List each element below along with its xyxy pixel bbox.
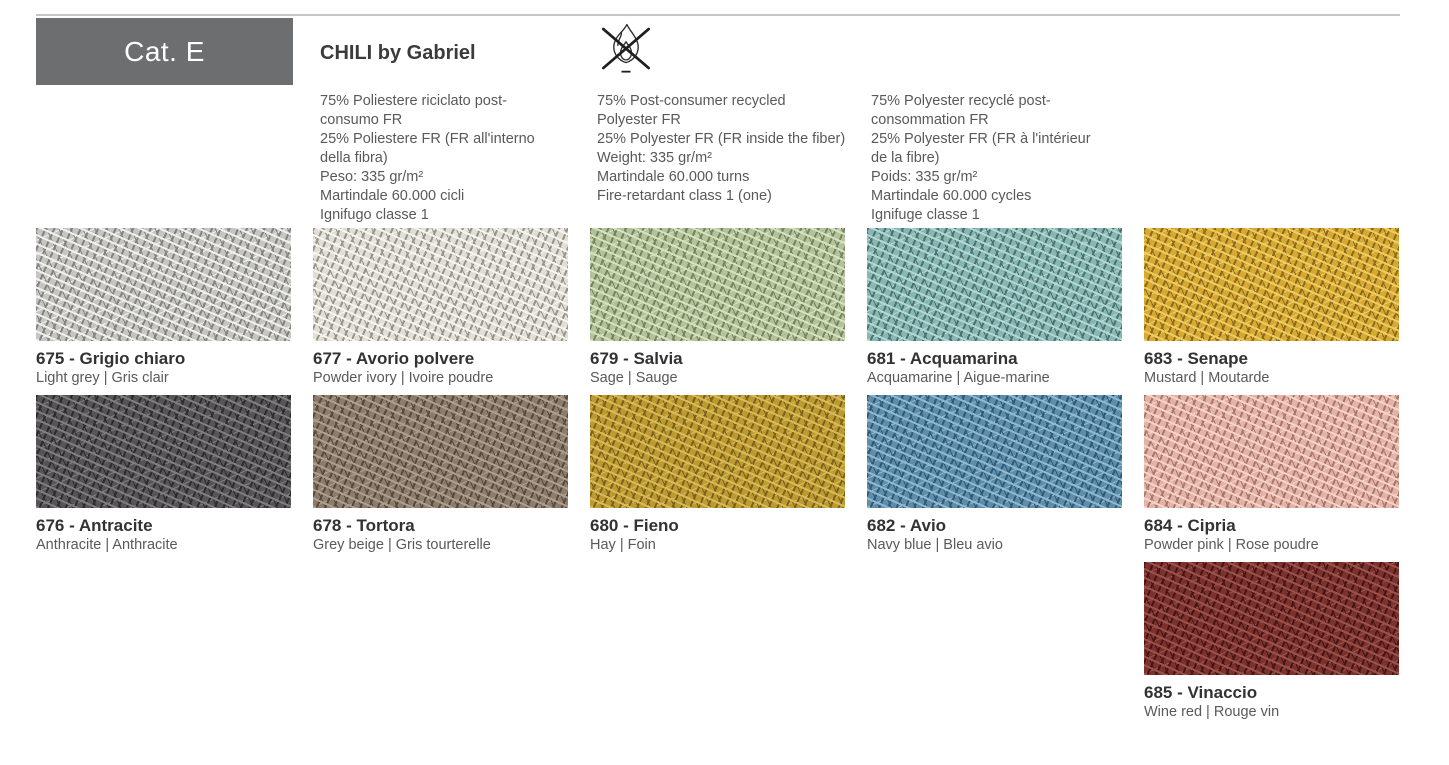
swatch-card-680	[590, 395, 845, 555]
swatch-card-685	[1144, 562, 1399, 722]
swatch-card-678	[313, 395, 568, 555]
swatch-subtitle: Sage | Sauge	[590, 370, 678, 386]
fabric-swatch-682	[867, 395, 1122, 508]
fabric-swatch-683	[1144, 228, 1399, 341]
swatch-subtitle: Powder ivory | Ivoire poudre	[313, 370, 494, 386]
category-box	[36, 18, 293, 85]
fabric-swatch-680	[590, 395, 845, 508]
swatch-subtitle: Navy blue | Bleu avio	[867, 537, 1003, 553]
swatch-label: 683 - Senape	[1144, 349, 1248, 368]
fabric-swatch-678	[313, 395, 568, 508]
fabric-swatch-679	[590, 228, 845, 341]
swatch-subtitle: Mustard | Moutarde	[1144, 370, 1270, 386]
swatch-subtitle: Wine red | Rouge vin	[1144, 704, 1280, 720]
fabric-swatch-675	[36, 228, 291, 341]
swatch-label: 682 - Avio	[867, 516, 947, 535]
swatch-subtitle: Grey beige | Gris tourterelle	[313, 537, 491, 553]
swatch-card-682	[867, 395, 1122, 555]
crossed-flame-icon	[597, 16, 655, 82]
swatch-subtitle: Hay | Foin	[590, 537, 656, 553]
spec-column-french: 75% Polyester recyclé post- consommation FR 25% Polyester FR (FR à l'intérieur de la fibre) Poids: 335 gr/m² Martindale 60.000 cycles Ignifuge classe 1	[871, 93, 1091, 223]
fabric-swatch-677	[313, 228, 568, 341]
swatch-card-677	[313, 228, 568, 388]
swatch-label: 684 - Cipria	[1144, 516, 1236, 535]
fabric-swatch-685	[1144, 562, 1399, 675]
swatch-label: 685 - Vinaccio	[1144, 683, 1258, 702]
swatch-subtitle: Powder pink | Rose poudre	[1144, 537, 1319, 553]
swatch-label: 679 - Salvia	[590, 349, 683, 368]
swatch-subtitle: Anthracite | Anthracite	[36, 537, 178, 553]
fabric-swatch-676	[36, 395, 291, 508]
page-title: CHILI by Gabriel	[320, 42, 476, 64]
fire-retardant-icon	[597, 16, 655, 82]
swatch-card-676	[36, 395, 291, 555]
swatch-card-683	[1144, 228, 1399, 388]
swatch-subtitle: Light grey | Gris clair	[36, 370, 169, 386]
fabric-swatch-684	[1144, 395, 1399, 508]
swatch-card-681	[867, 228, 1122, 388]
fabric-swatch-681	[867, 228, 1122, 341]
swatch-label: 675 - Grigio chiaro	[36, 349, 186, 368]
swatch-label: 676 - Antracite	[36, 516, 153, 535]
swatch-card-679	[590, 228, 845, 388]
top-rule	[36, 14, 1400, 16]
category-label: Cat. E	[124, 35, 205, 67]
swatch-label: 677 - Avorio polvere	[313, 349, 475, 368]
swatch-grid	[36, 228, 1399, 722]
swatch-label: 681 - Acquamarina	[867, 349, 1018, 368]
swatch-card-684	[1144, 395, 1399, 555]
swatch-label: 678 - Tortora	[313, 516, 415, 535]
spec-column-english: 75% Post-consumer recycled Polyester FR 25% Polyester FR (FR inside the fiber) Weight: 335 gr/m² Martindale 60.000 turns Fire-retardant class 1 (one)	[597, 93, 846, 204]
spec-column-italian: 75% Poliestere riciclato post- consumo FR 25% Poliestere FR (FR all'interno della fibra) Peso: 335 gr/m² Martindale 60.000 cicli Ignifugo classe 1	[320, 93, 535, 223]
swatch-label: 680 - Fieno	[590, 516, 679, 535]
swatch-subtitle: Acquamarine | Aigue-marine	[867, 370, 1050, 386]
swatch-card-675	[36, 228, 291, 388]
